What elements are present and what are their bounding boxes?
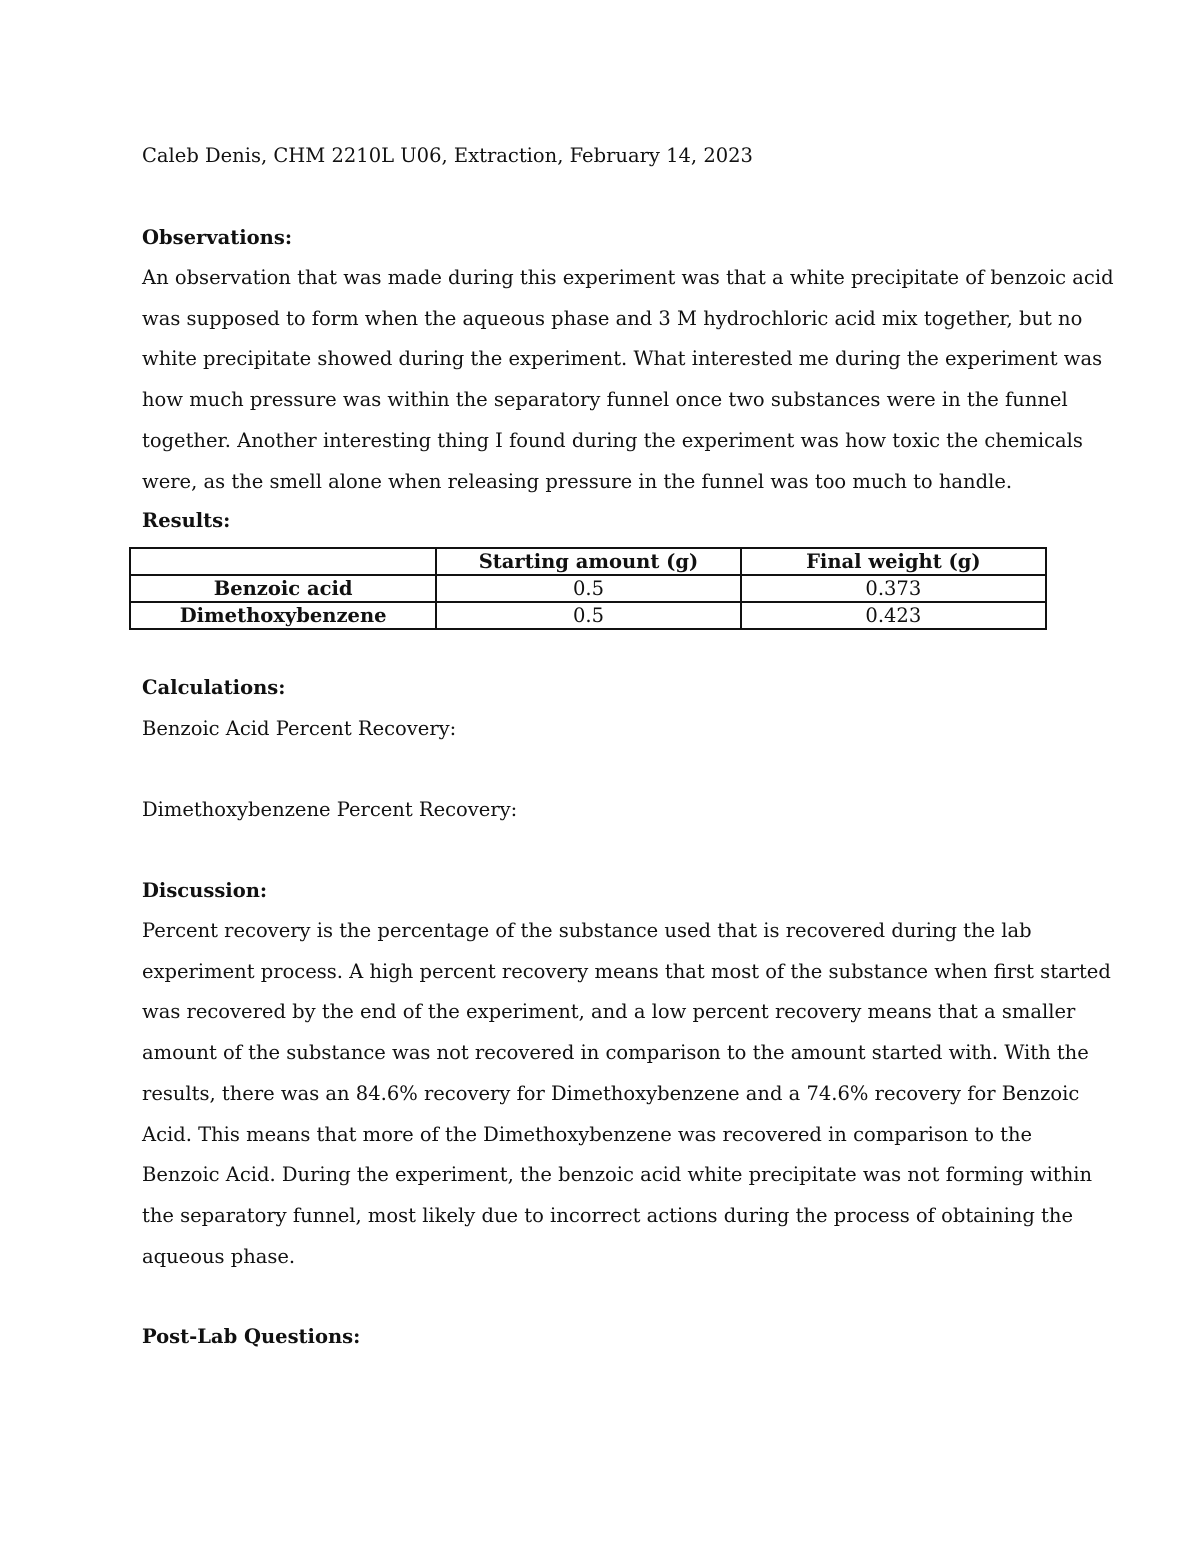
table-row-name: Benzoic acid	[130, 575, 436, 602]
discussion-line: results, there was an 84.6% recovery for Dimethoxybenzene and a 74.6% recovery for Benzoic	[142, 1081, 1080, 1105]
discussion-line: experiment process. A high percent recovery means that most of the substance when first started	[142, 959, 1111, 983]
discussion-line: was recovered by the end of the experiment, and a low percent recovery means that a smaller	[142, 1000, 1076, 1024]
discussion-paragraph	[142, 911, 1111, 1277]
observations-line: together. Another interesting thing I found during the experiment was how toxic the chemicals	[142, 428, 1083, 452]
table-cell-final: 0.373	[741, 575, 1046, 602]
discussion-line: aqueous phase.	[142, 1244, 296, 1268]
discussion-line: Benzoic Acid. During the experiment, the benzoic acid white precipitate was not forming within	[142, 1163, 1093, 1187]
benzoic-recovery-label: Benzoic Acid Percent Recovery:	[142, 717, 457, 740]
results-heading: Results:	[142, 509, 231, 532]
observations-heading: Observations:	[142, 226, 293, 249]
observations-line: white precipitate showed during the experiment. What interested me during the experiment was	[142, 347, 1103, 371]
table-cell-starting: 0.5	[436, 602, 740, 629]
table-row	[130, 575, 1046, 602]
table-cell-starting: 0.5	[436, 575, 740, 602]
table-row-name: Dimethoxybenzene	[130, 602, 436, 629]
discussion-line: the separatory funnel, most likely due to incorrect actions during the process of obtaining the	[142, 1203, 1073, 1227]
table-header-cell: Starting amount (g)	[436, 548, 740, 575]
table-header-row	[130, 548, 1046, 575]
observations-paragraph	[142, 258, 1114, 502]
calculations-heading: Calculations:	[142, 676, 286, 699]
observations-line: how much pressure was within the separatory funnel once two substances were in the funnel	[142, 388, 1068, 412]
dimethoxy-recovery-label: Dimethoxybenzene Percent Recovery:	[142, 798, 518, 821]
discussion-line: Percent recovery is the percentage of the substance used that is recovered during the lab	[142, 919, 1032, 942]
table-cell-final: 0.423	[741, 602, 1046, 629]
table-header-cell: Final weight (g)	[741, 548, 1046, 575]
results-table	[129, 547, 1047, 630]
observations-line: were, as the smell alone when releasing pressure in the funnel was too much to handle.	[142, 469, 1013, 493]
observations-line: An observation that was made during this experiment was that a white precipitate of benzoic acid	[142, 266, 1114, 289]
table-row	[130, 602, 1046, 629]
observations-line: was supposed to form when the aqueous phase and 3 M hydrochloric acid mix together, but no	[142, 306, 1083, 330]
post-lab-heading: Post-Lab Questions:	[142, 1325, 361, 1348]
document-header: Caleb Denis, CHM 2210L U06, Extraction, February 14, 2023	[142, 144, 753, 167]
discussion-heading: Discussion:	[142, 879, 268, 902]
discussion-line: Acid. This means that more of the Dimethoxybenzene was recovered in comparison to the	[142, 1122, 1033, 1146]
discussion-line: amount of the substance was not recovered in comparison to the amount started with. With the	[142, 1041, 1089, 1065]
table-header-cell	[130, 548, 436, 575]
